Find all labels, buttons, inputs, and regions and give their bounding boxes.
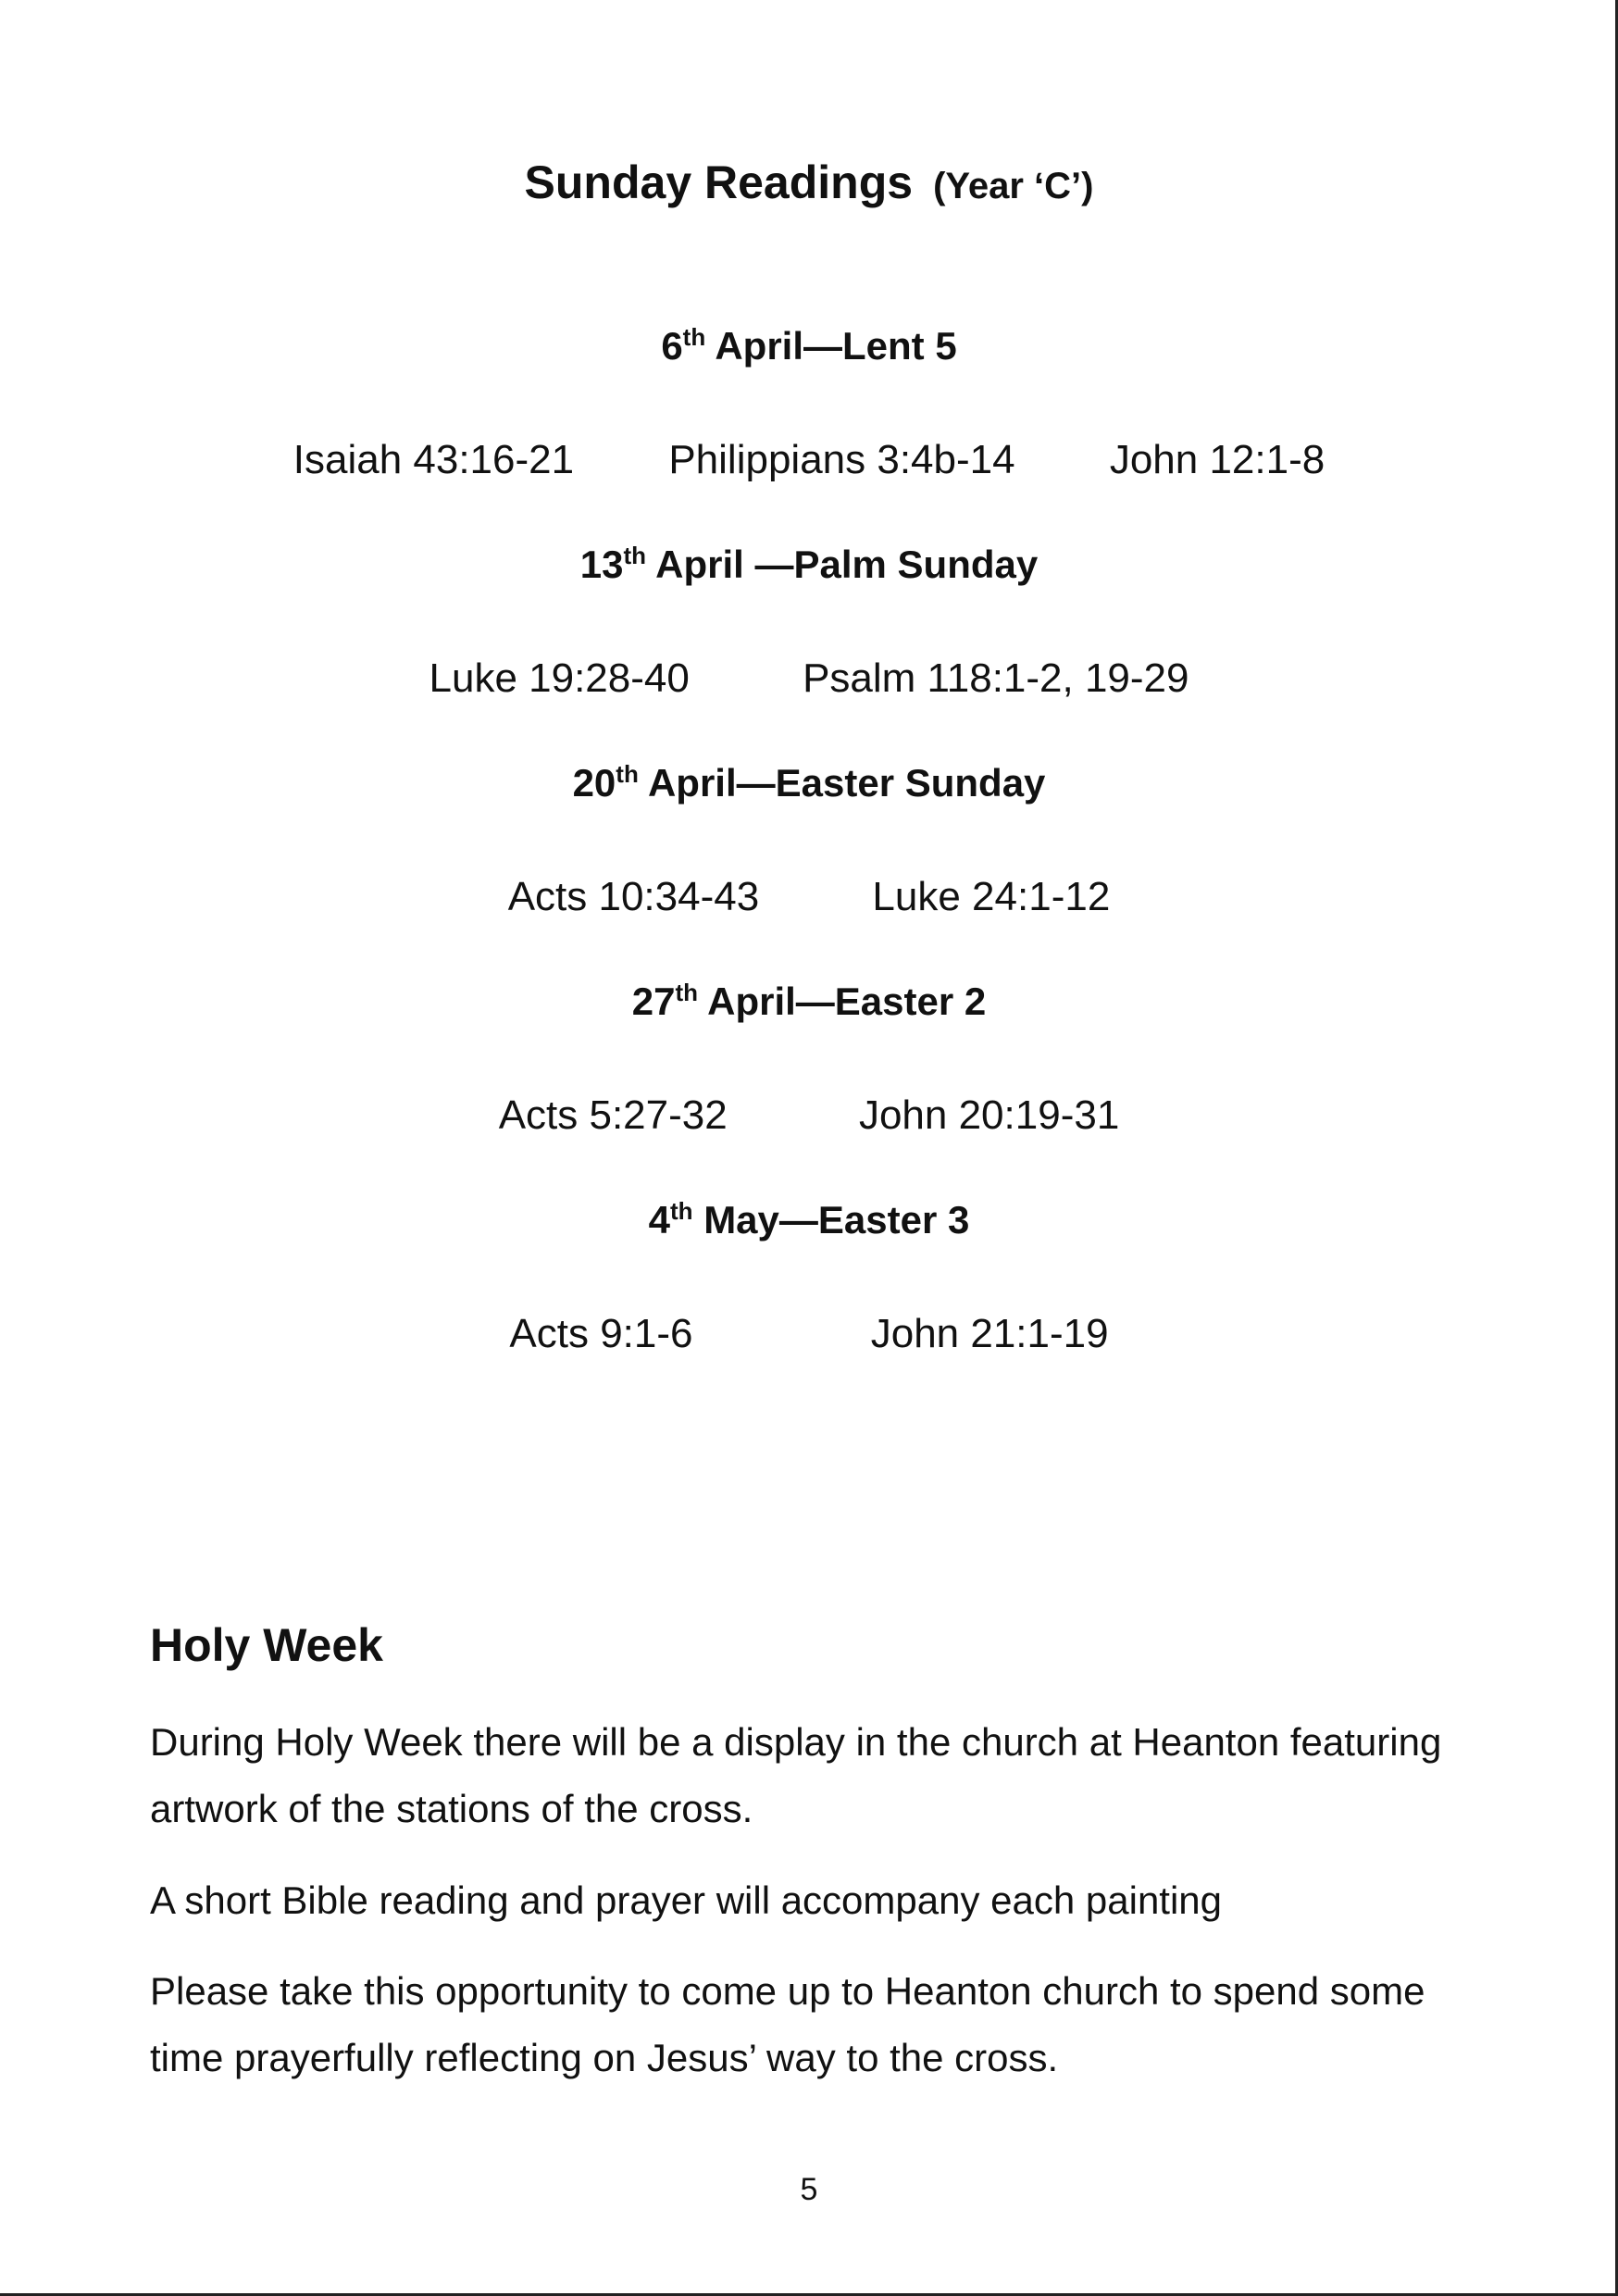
page-number: 5 [800,2172,818,2207]
sunday-day: 4 [648,1198,670,1242]
title-text: Sunday Readings [524,156,914,208]
sunday-day: 20 [572,761,616,805]
readings-row [0,437,1618,483]
readings-row [0,1311,1618,1357]
sunday-ordinal: th [669,1197,693,1225]
sunday-heading [0,980,1618,1024]
readings-row [0,655,1618,702]
readings-row [0,1092,1618,1139]
sunday-ordinal: th [623,542,647,569]
reading: Luke 24:1-12 [872,874,1111,919]
holy-week-paragraph: During Holy Week there will be a display in the church at Heanton featuring artwork of the stations of the cross. [150,1720,1442,1830]
sunday-ordinal: th [675,979,699,1006]
sunday-day: 27 [631,980,676,1023]
holy-week-heading: Holy Week [150,1619,383,1671]
reading: Acts 10:34-43 [507,874,760,919]
reading: Acts 5:27-32 [498,1092,728,1138]
reading: John 20:19-31 [858,1092,1120,1138]
sunday-name: May—Easter 3 [692,1198,970,1242]
page-title [0,156,1618,209]
title-year: (Year ‘C’) [933,166,1094,206]
sunday-ordinal: th [682,323,706,351]
sunday-heading [0,761,1618,805]
reading: John 12:1-8 [1109,437,1326,482]
reading: John 21:1-19 [870,1311,1109,1356]
sunday-name: April—Lent 5 [705,324,957,368]
sunday-name: April —Palm Sunday [646,543,1039,586]
sunday-heading [0,324,1618,368]
sunday-heading [0,543,1618,587]
sunday-day: 6 [661,324,683,368]
sunday-name: April—Easter Sunday [638,761,1046,805]
reading: Isaiah 43:16-21 [292,437,575,482]
holy-week-paragraph: Please take this opportunity to come up to Heanton church to spend some time prayerfully reflecting on Jesus’ way to the cross. [150,1969,1425,2079]
sunday-day: 13 [579,543,624,586]
reading: Luke 19:28-40 [429,655,690,701]
holy-week-paragraph: A short Bible reading and prayer will accompany each painting [150,1878,1223,1922]
reading: Psalm 118:1-2, 19-29 [803,655,1189,701]
sunday-ordinal: th [616,760,639,788]
reading: Philippians 3:4b-14 [668,437,1015,482]
readings-row [0,874,1618,920]
sunday-name: April—Easter 2 [698,980,987,1023]
reading: Acts 9:1-6 [509,1311,693,1356]
sunday-heading [0,1198,1618,1242]
